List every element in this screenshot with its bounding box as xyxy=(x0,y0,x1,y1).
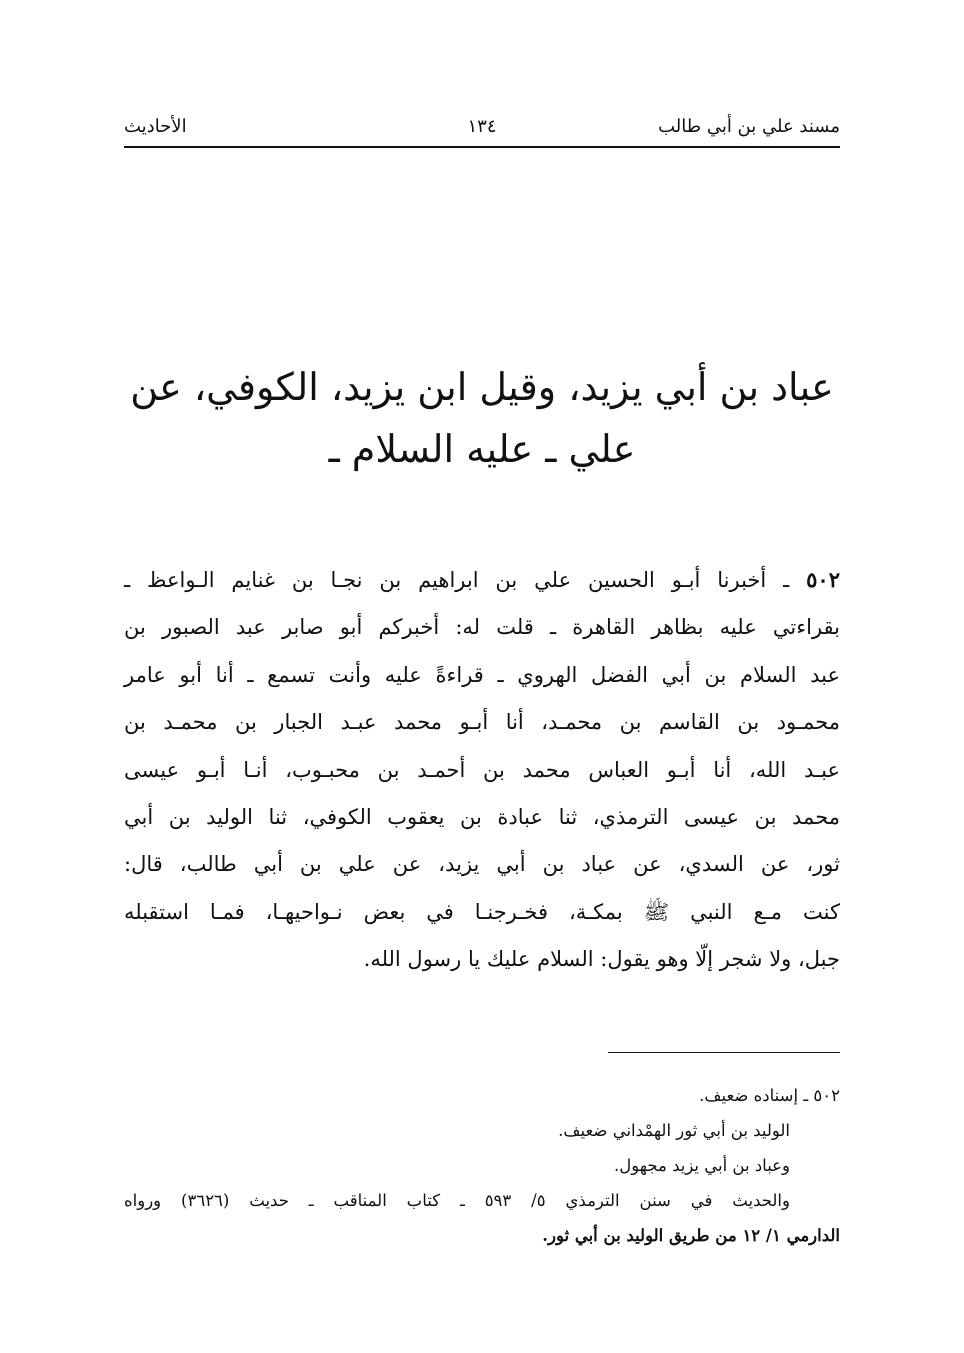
hadith-line-3: عبد السلام بن أبي الفضل الهروي ـ قراءةً عليه وأنت تسمع ـ أنا أبو عامر xyxy=(124,662,840,687)
running-header xyxy=(124,112,840,148)
hadith-line-8: كنت مـع النبي ﷺ بمكـة، فخـرجنـا في بعض نـواحيهـا، فمـا استقبله xyxy=(124,899,840,924)
hadith-line-5: عبـد الله، أنا أبـو العباس محمد بن أحمـد بن محبـوب، أنـا أبـو عيسى xyxy=(124,757,840,782)
footnote-line-3: وعباد بن أبي يزيد مجهول. xyxy=(613,1156,790,1175)
header-section-name: الأحاديث xyxy=(124,116,187,137)
header-page-number: ١٣٤ xyxy=(467,116,497,137)
chapter-title xyxy=(120,356,844,480)
hadith-text xyxy=(124,556,840,984)
header-book-title: مسند علي بن أبي طالب xyxy=(658,116,840,137)
chapter-title-line-1: عباد بن أبي يزيد، وقيل ابن يزيد، الكوفي، عن xyxy=(130,365,834,409)
chapter-title-line-2: علي ـ عليه السلام ـ xyxy=(328,427,636,471)
hadith-line-9: جبل، ولا شجر إلّا وهو يقول: السلام عليك يا رسول الله. xyxy=(363,947,840,972)
hadith-line-2: بقراءتي عليه بظاهر القاهرة ـ قلت له: أخبركم أبو صابر عبد الصبور بن xyxy=(124,615,840,640)
hadith-line-4: محمـود بن القاسم بن محمـد، أنا أبـو محمد عبـد الجبار بن محمـد بن xyxy=(124,710,840,735)
footnote-line-4: والحديث في سنن الترمذي ٥/ ٥٩٣ ـ كتاب المناقب ـ حديث (٣٦٢٦) ورواه xyxy=(124,1191,790,1210)
footnote-line-5: الدارمي ١/ ١٢ من طريق الوليد بن أبي ثور. xyxy=(542,1226,840,1245)
footnote-separator xyxy=(608,1052,840,1053)
footnote-line-2: الوليد بن أبي ثور الهمْداني ضعيف. xyxy=(558,1121,790,1140)
hadith-line-1 xyxy=(124,556,840,604)
hadith-line-7: ثور، عن السدي، عن عباد بن أبي يزيد، عن علي بن أبي طالب، قال: xyxy=(124,852,840,877)
hadith-line-1-text: ـ أخبرنا أبـو الحسين علي بن ابراهيم بن نجـا بن غنايم الـواعظ ـ xyxy=(124,568,790,592)
footnotes xyxy=(124,1078,840,1253)
hadith-number: ٥٠٢ xyxy=(806,567,840,592)
footnote-line-1: ٥٠٢ ـ إسناده ضعيف. xyxy=(699,1086,840,1105)
hadith-line-6: محمد بن عيسى الترمذي، ثنا عبادة بن يعقوب الكوفي، ثنا الوليد بن أبي xyxy=(124,805,840,830)
